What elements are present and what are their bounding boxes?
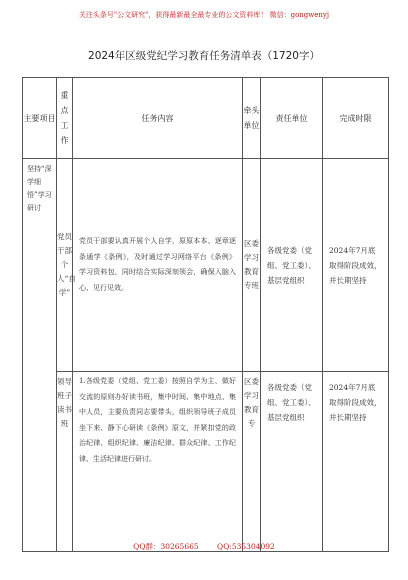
header-key-work: 重点工作 bbox=[57, 78, 73, 159]
footer-contact bbox=[0, 541, 408, 552]
header-lead-unit: 牵头单位 bbox=[243, 78, 261, 159]
document-title: 2024年区级党纪学习教育任务清单表（1720字） bbox=[88, 50, 320, 62]
lead-unit-cell: 区委学习教育专 bbox=[243, 372, 261, 552]
table-header-row bbox=[23, 78, 389, 159]
header-task-content: 任务内容 bbox=[73, 78, 243, 159]
header-main-item: 主要项目 bbox=[23, 78, 57, 159]
table-viewport bbox=[22, 77, 388, 533]
key-work-cell: 领导班子读书班 bbox=[57, 372, 73, 552]
task-content-cell: 1.各级党委（党组、党工委）按照自学为主、做好交流的原则办好读书班，集中时间、集中地点、集中人员，主要负责同志要带头，组织领导班子成员坐下来、静下心研读《条例》原文，并紧扣党的政治纪律、组织纪律、廉洁纪律、群众纪律、工作纪律、生活纪律进行研讨。 bbox=[73, 372, 243, 552]
main-item-cell: 坚持“深学细悟”学习研讨 bbox=[23, 159, 57, 552]
header-banner: 关注头条号"公文研究"，获得最新最全最专业的公文资料库！ 微信：gongwenyj bbox=[78, 11, 330, 19]
task-table bbox=[22, 77, 389, 552]
lead-unit-cell: 区委学习教育专班 bbox=[243, 159, 261, 372]
footer-qq-group: QQ群：30265665 bbox=[133, 542, 199, 551]
deadline-cell: 2024年7月底取得阶段成效，并长期坚持 bbox=[323, 159, 389, 372]
table-row bbox=[23, 159, 389, 372]
footer-qq: QQ:535304092 bbox=[217, 542, 275, 551]
deadline-cell: 2024年7月底取得阶段成效，并长期坚持 bbox=[323, 372, 389, 552]
responsible-unit-cell: 各级党委（党组、党工委）、基层党组织 bbox=[261, 159, 323, 372]
key-work-cell: 党员干部个人“自学” bbox=[57, 159, 73, 372]
header-responsible-unit: 责任单位 bbox=[261, 78, 323, 159]
header-deadline: 完成时限 bbox=[323, 78, 389, 159]
responsible-unit-cell: 各级党委（党组、党工委）、基层党组织 bbox=[261, 372, 323, 552]
table-row bbox=[23, 372, 389, 552]
task-content-cell: 党员干部要认真开展个人自学，原原本本、逐章逐条通学《条例》，及时通过学习网络平台《条例》学习资料包，同时结合实际深刻领会，确保入脑入心、见行见效。 bbox=[73, 159, 243, 372]
